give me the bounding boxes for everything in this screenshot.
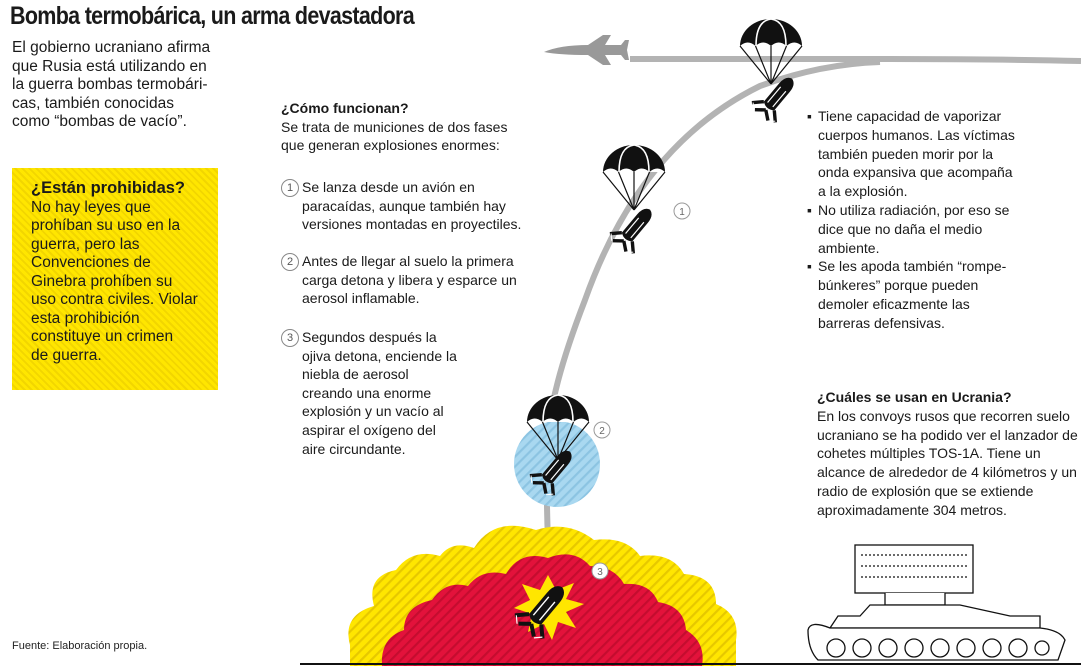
tank-icon	[808, 545, 1065, 660]
facts-list	[807, 107, 1057, 333]
step-3	[281, 328, 531, 458]
intro-line: la guerra bombas termobári-	[12, 76, 208, 93]
fact-line: dice que no daña el medio	[818, 220, 983, 237]
prohibited-heading: ¿Están prohibidas?	[31, 179, 186, 197]
prohibited-box	[12, 168, 218, 390]
ukraine-heading: ¿Cuáles se usan en Ucrania?	[817, 389, 1012, 405]
how-line: que generan explosiones enormes:	[281, 137, 500, 153]
prohibited-line: uso contra civiles. Violar	[31, 291, 198, 308]
prohibited-line: guerra, pero las	[31, 235, 140, 253]
prohibited-line: prohíban su uso en la	[31, 217, 181, 234]
fact-line: ambiente.	[818, 239, 880, 256]
step-marker-1	[674, 203, 690, 219]
prohibited-line: esta prohibición	[31, 309, 140, 327]
intro-text	[12, 39, 227, 132]
prohibited-line: de guerra.	[31, 346, 102, 364]
step-line: aspirar el oxígeno del	[302, 421, 436, 438]
step-line: Se lanza desde un avión en	[302, 179, 475, 195]
explosion-icon	[348, 526, 736, 666]
fact-line: también pueden morir por la	[818, 145, 994, 162]
ukraine-line: radio de explosión que se extiende	[817, 482, 1034, 499]
step-line: niebla de aerosol	[302, 366, 409, 383]
fact-line: Se les apoda también “rompe-	[818, 258, 1007, 275]
ukraine-line: cohetes múltiples TOS-1A. Tiene un	[817, 445, 1041, 462]
prohibited-line: constituye un crimen	[31, 328, 174, 345]
fact-line: a la explosión.	[818, 183, 908, 200]
ukraine-line: alcance de alrededor de 4 kilómetros y un	[817, 464, 1077, 481]
fact-line: Tiene capacidad de vaporizar	[818, 108, 1002, 124]
step-line: Antes de llegar al suelo la primera	[302, 253, 514, 269]
step-number: 2	[281, 253, 299, 271]
step-line: paracaídas, aunque también hay	[302, 197, 506, 214]
fact-line: No utiliza radiación, por eso se	[818, 201, 1010, 218]
how-line: Se trata de municiones de dos fases	[281, 118, 508, 135]
step-line: explosión y un vacío al	[302, 403, 444, 420]
fact-item	[807, 201, 1057, 257]
fact-line: barreras defensivas.	[818, 314, 945, 331]
step-marker-3	[592, 563, 608, 579]
intro-line: que Rusia está utilizando en	[12, 57, 207, 75]
bullet-icon: ▪	[807, 258, 812, 275]
step-2	[281, 252, 531, 308]
fact-item	[807, 107, 1057, 201]
step-line: aire circundante.	[302, 440, 406, 457]
step-1	[281, 178, 531, 234]
svg-text:1: 1	[679, 207, 685, 218]
airplane-icon	[544, 35, 629, 65]
svg-text:2: 2	[599, 426, 605, 437]
step-marker-2	[594, 422, 610, 438]
intro-line: como “bombas de vacío”.	[12, 113, 187, 130]
step-line: aerosol inflamable.	[302, 290, 420, 307]
prohibited-line: No hay leyes que	[31, 198, 151, 216]
step-number: 1	[281, 179, 299, 197]
step-line: carga detona y libera y esparce un	[302, 271, 517, 288]
how-it-works-section	[281, 99, 531, 155]
source-note: Fuente: Elaboración propia.	[12, 640, 148, 652]
parachute-icon	[603, 145, 665, 210]
fact-line: demoler eficazmente las	[818, 295, 970, 312]
prohibited-line: Convenciones de	[31, 254, 151, 271]
step-line: Segundos después la	[302, 329, 437, 345]
step-line: versiones montadas en proyectiles.	[302, 216, 522, 233]
intro-line: El gobierno ucraniano afirma	[12, 39, 211, 56]
prohibited-line: Ginebra prohíben su	[31, 272, 173, 290]
fact-line: búnkeres” porque pueden	[818, 277, 979, 294]
step-line: ojiva detona, enciende la	[302, 347, 457, 364]
step-number: 3	[281, 329, 299, 347]
page-title: Bomba termobárica, un arma devastadora	[10, 2, 415, 30]
fact-item	[807, 257, 1057, 332]
intro-line: cas, también conocidas	[12, 94, 174, 112]
ukraine-line: aproximadamente 304 metros.	[817, 501, 1007, 518]
fact-line: cuerpos humanos. Las víctimas	[818, 126, 1015, 143]
ukraine-line: ucraniano se ha podido ver el lanzador de	[817, 426, 1078, 443]
bullet-icon: ▪	[807, 201, 812, 218]
fact-line: onda expansiva que acompaña	[818, 164, 1013, 181]
ukraine-line: En los convoys rusos que recorren suelo	[817, 407, 1070, 424]
ukraine-section	[817, 388, 1079, 520]
step-line: creando una enorme	[302, 384, 432, 401]
svg-text:3: 3	[597, 567, 603, 578]
bullet-icon: ▪	[807, 108, 812, 124]
how-heading: ¿Cómo funcionan?	[281, 100, 409, 116]
